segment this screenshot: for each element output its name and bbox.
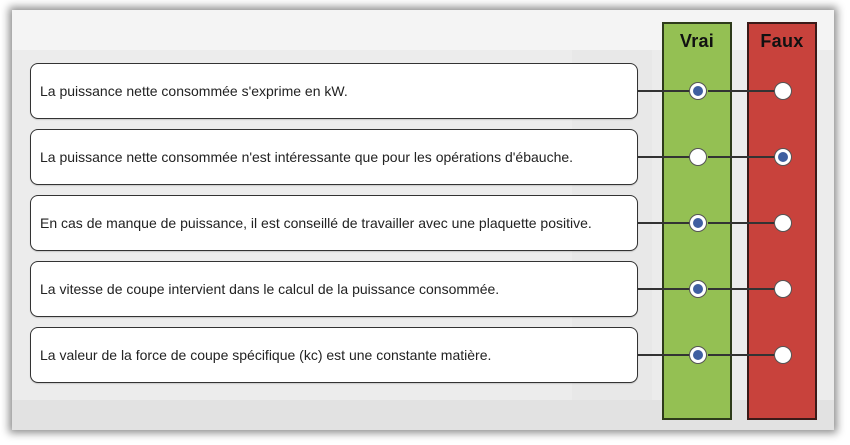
statement-4 — [30, 261, 638, 317]
statement-1 — [30, 63, 638, 119]
statement-3-faux-radio[interactable] — [774, 214, 792, 232]
statement-2-faux-radio[interactable] — [774, 148, 792, 166]
statement-4-text: La vitesse de coupe intervient dans le calcul de la puissance consommée. — [40, 281, 500, 297]
statement-4-faux-radio[interactable] — [774, 280, 792, 298]
statement-5 — [30, 327, 638, 383]
vrai-column-header: Vrai — [679, 31, 715, 51]
statement-1-vrai-radio[interactable] — [689, 82, 707, 100]
connector-line — [638, 90, 690, 92]
statement-3-text: En cas de manque de puissance, il est conseillé de travailler avec une plaquette positive. — [40, 215, 592, 231]
statement-5-faux-radio[interactable] — [774, 346, 792, 364]
statement-2-vrai-radio[interactable] — [689, 148, 707, 166]
connector-line — [708, 354, 774, 356]
connector-line — [708, 222, 774, 224]
statement-4-vrai-radio[interactable] — [689, 280, 707, 298]
connector-line — [638, 156, 690, 158]
faux-column-header: Faux — [760, 31, 804, 51]
connector-line — [638, 288, 690, 290]
statement-3-vrai-radio[interactable] — [689, 214, 707, 232]
connector-line — [638, 354, 690, 356]
connector-line — [638, 222, 690, 224]
statement-2-text: La puissance nette consommée n'est intéressante que pour les opérations d'ébauche. — [40, 149, 574, 165]
statement-3 — [30, 195, 638, 251]
statement-1-text: La puissance nette consommée s'exprime en kW. — [40, 83, 348, 99]
statement-1-faux-radio[interactable] — [774, 82, 792, 100]
connector-line — [708, 156, 774, 158]
statement-5-text: La valeur de la force de coupe spécifique (kc) est une constante matière. — [40, 347, 492, 363]
connector-line — [708, 288, 774, 290]
quiz-panel — [12, 10, 834, 430]
statement-2 — [30, 129, 638, 185]
connector-line — [708, 90, 774, 92]
statement-5-vrai-radio[interactable] — [689, 346, 707, 364]
